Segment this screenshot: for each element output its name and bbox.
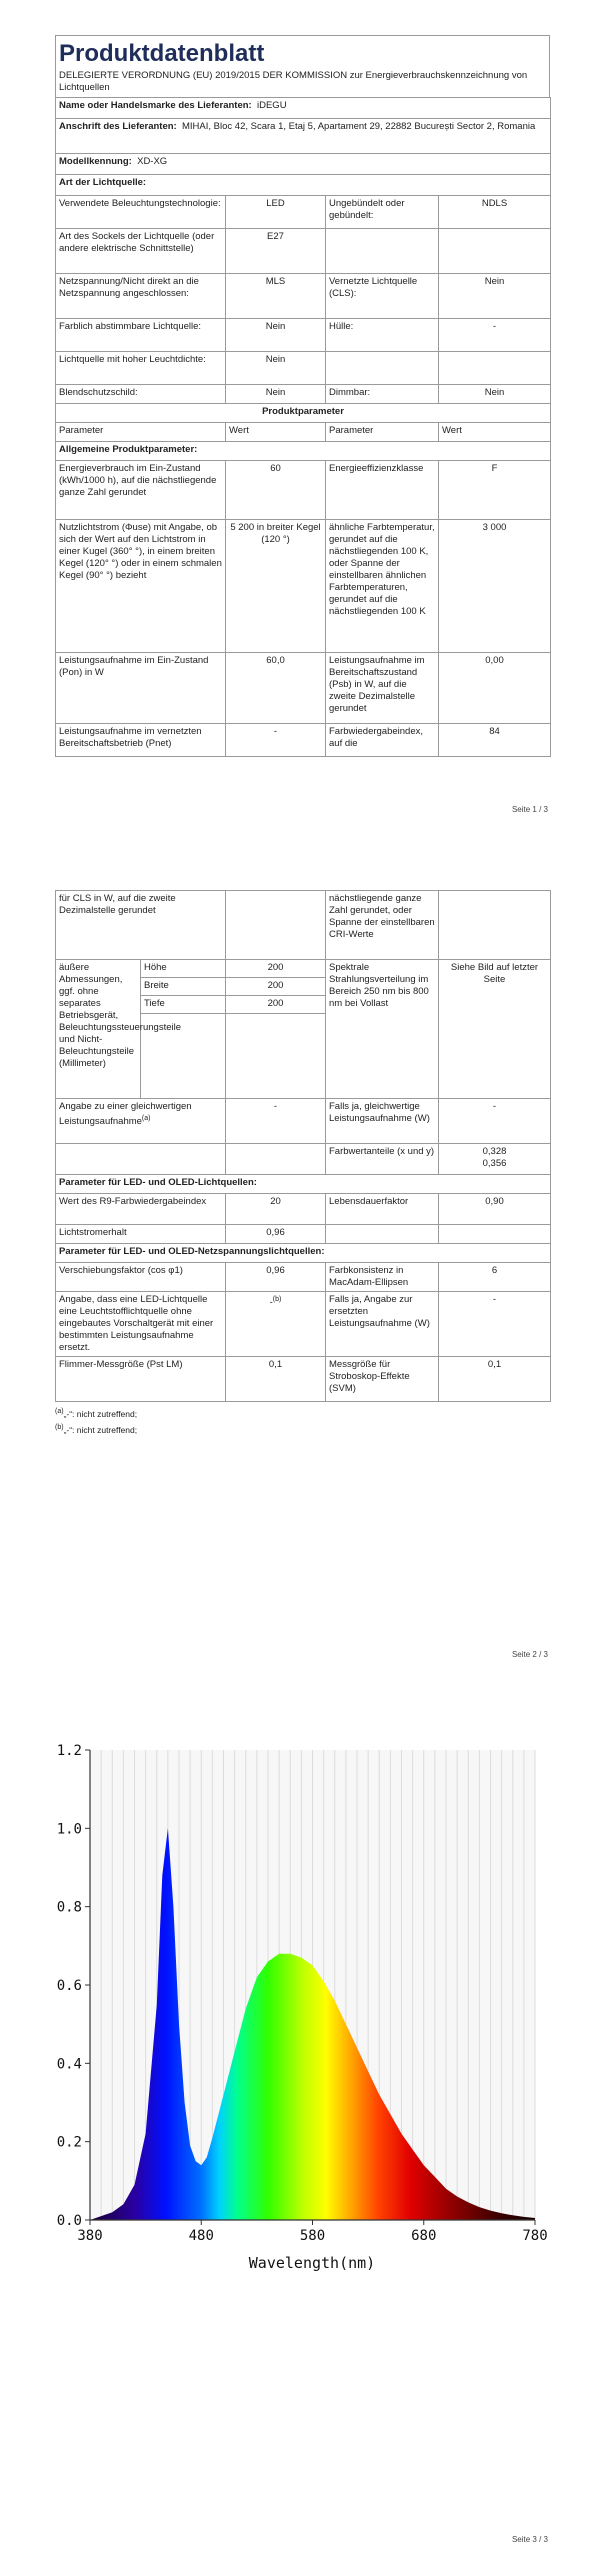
param-value bbox=[439, 229, 551, 274]
parameters-table-continued bbox=[55, 890, 551, 1402]
param-value: 60,0 bbox=[226, 653, 326, 724]
param-value: MLS bbox=[226, 274, 326, 319]
param-value: 20 bbox=[226, 1194, 326, 1225]
param-value: 0,96 bbox=[226, 1225, 326, 1244]
table-row bbox=[56, 1099, 551, 1144]
datasheet-page-1 bbox=[55, 35, 550, 757]
chroma-x: 0,328 bbox=[482, 1146, 507, 1157]
param-value: 6 bbox=[439, 1263, 551, 1292]
supplier-name-label: Name oder Handelsmarke des Lieferanten: bbox=[59, 100, 252, 111]
param-label: Hülle: bbox=[326, 319, 439, 352]
address-value: MIHAI, Bloc 42, Scara 1, Etaj 5, Apartament 29, 22882 București Sector 2, Romania bbox=[182, 121, 536, 132]
y-tick-label: 0.6 bbox=[56, 1978, 82, 1994]
equiv-label: Angabe zu einer gleichwertigen Leistungsaufnahme bbox=[59, 1101, 192, 1128]
footnote-ref: (b) bbox=[272, 1296, 282, 1303]
param-label: Farbkonsistenz in MacAdam-Ellipsen bbox=[326, 1263, 439, 1292]
param-label: Angabe, dass eine LED-Lichtquelle eine Leuchtstofflichtquelle ohne eingebautes Vorschaltgerät mit einer bestimmten Leistungsaufnahme ersetzt. bbox=[56, 1292, 226, 1357]
param-value: 3 000 bbox=[439, 520, 551, 653]
param-value bbox=[439, 1225, 551, 1244]
param-value: 0,1 bbox=[226, 1357, 326, 1402]
param-label: Messgröße für Stroboskop-Effekte (SVM) bbox=[326, 1357, 439, 1402]
x-tick-label: 680 bbox=[411, 2228, 437, 2244]
footnote-mark: (b) bbox=[55, 1423, 64, 1431]
param-value: 0,96 bbox=[226, 1263, 326, 1292]
param-label: Flimmer-Messgröße (Pst LM) bbox=[56, 1357, 226, 1402]
param-label: Wert des R9-Farbwiedergabeindex bbox=[56, 1194, 226, 1225]
spectral-label: Spektrale Strahlungsverteilung im Bereich 250 nm bis 800 nm bei Vollast bbox=[326, 960, 439, 1099]
column-header-row bbox=[56, 423, 551, 442]
column-header: Wert bbox=[439, 423, 551, 442]
dimension-value: 200 bbox=[226, 978, 326, 996]
y-tick-label: 0.2 bbox=[56, 2134, 82, 2151]
light-source-type-header: Art der Lichtquelle: bbox=[56, 175, 551, 196]
param-label: Dimmbar: bbox=[326, 385, 439, 404]
x-axis-label: Wavelength(nm) bbox=[248, 2254, 376, 2272]
page-number: Seite 3 / 3 bbox=[511, 2535, 548, 2544]
table-row bbox=[56, 229, 551, 274]
param-label: Netzspannung/Nicht direkt an die Netzspannung angeschlossen: bbox=[56, 274, 226, 319]
table-row bbox=[56, 653, 551, 724]
param-value: 84 bbox=[439, 724, 551, 757]
param-value: Nein bbox=[439, 274, 551, 319]
table-row bbox=[56, 1144, 551, 1175]
param-label: Lebensdauerfaktor bbox=[326, 1194, 439, 1225]
param-value: F bbox=[439, 461, 551, 520]
param-label: Energieverbrauch im Ein-Zustand (kWh/1000 h), auf die nächstliegende ganze Zahl gerundet bbox=[56, 461, 226, 520]
param-value: Nein bbox=[439, 385, 551, 404]
product-params-header: Produktparameter bbox=[56, 404, 551, 423]
param-label: Verwendete Beleuchtungstechnologie: bbox=[56, 196, 226, 229]
x-tick-label: 780 bbox=[522, 2228, 548, 2244]
table-row bbox=[56, 352, 551, 385]
param-value: 0,90 bbox=[439, 1194, 551, 1225]
table-row bbox=[56, 274, 551, 319]
y-tick-label: 0.0 bbox=[56, 2213, 82, 2229]
table-row bbox=[56, 960, 551, 978]
param-label: Falls ja, Angabe zur ersetzten Leistungsaufnahme (W) bbox=[326, 1292, 439, 1357]
param-value bbox=[439, 1144, 551, 1175]
param-label bbox=[326, 352, 439, 385]
footnote-text: „-“: nicht zutreffend; bbox=[63, 1424, 138, 1435]
param-label: Leistungsaufnahme im Bereitschaftszustand (Psb) in W, auf die zweite Dezimalstelle gerundet bbox=[326, 653, 439, 724]
param-label: Farbwertanteile (x und y) bbox=[326, 1144, 439, 1175]
param-value: 0,00 bbox=[439, 653, 551, 724]
address-row bbox=[56, 119, 551, 154]
claim-value: - bbox=[269, 1297, 273, 1309]
table-row bbox=[56, 1357, 551, 1402]
page-2 bbox=[0, 860, 603, 1680]
spectrum-chart-svg bbox=[45, 1735, 555, 2290]
param-value: 5 200 in breiter Kegel (120 °) bbox=[226, 520, 326, 653]
model-row bbox=[56, 154, 551, 175]
y-tick-label: 1.0 bbox=[56, 1821, 82, 1838]
param-value: E27 bbox=[226, 229, 326, 274]
dimension-spacer bbox=[226, 1014, 326, 1099]
dimension-name: Breite bbox=[141, 978, 226, 996]
param-label bbox=[56, 1099, 226, 1144]
param-label: Energieeffizienzklasse bbox=[326, 461, 439, 520]
table-row bbox=[56, 1194, 551, 1225]
regulation-text: DELEGIERTE VERORDNUNG (EU) 2019/2015 DER KOMMISSION zur Energieverbrauchskennzeichnung von Lichtquellen bbox=[59, 70, 528, 93]
param-label: Lichtquelle mit hoher Leuchtdichte: bbox=[56, 352, 226, 385]
param-value: - bbox=[439, 1099, 551, 1144]
param-label: Leistungsaufnahme im Ein-Zustand (Pon) in W bbox=[56, 653, 226, 724]
param-label: Ungebündelt oder gebündelt: bbox=[326, 196, 439, 229]
param-label: Farbwiedergabeindex, auf die bbox=[326, 724, 439, 757]
mains-params-header: Parameter für LED- und OLED-Netzspannungslichtquellen: bbox=[56, 1244, 551, 1263]
table-row bbox=[56, 1263, 551, 1292]
param-label: Farblich abstimmbare Lichtquelle: bbox=[56, 319, 226, 352]
model-value: XD-XG bbox=[137, 156, 168, 167]
spectral-value: Siehe Bild auf letzter Seite bbox=[439, 960, 551, 1099]
param-value bbox=[439, 891, 551, 960]
param-value: - bbox=[226, 1099, 326, 1144]
supplier-row bbox=[56, 98, 551, 119]
footnote-b bbox=[55, 1422, 550, 1436]
table-row bbox=[56, 1225, 551, 1244]
footnote-ref: (a) bbox=[141, 1115, 151, 1122]
table-row bbox=[56, 520, 551, 653]
address-label: Anschrift des Lieferanten: bbox=[59, 121, 177, 132]
table-row bbox=[56, 891, 551, 960]
table-row bbox=[56, 724, 551, 757]
table-row bbox=[56, 1292, 551, 1357]
param-value: NDLS bbox=[439, 196, 551, 229]
chroma-y: 0,356 bbox=[482, 1158, 507, 1169]
page-1 bbox=[0, 0, 603, 820]
param-value bbox=[439, 352, 551, 385]
model-label: Modellkennung: bbox=[59, 156, 132, 167]
footnote-mark: (a) bbox=[55, 1408, 64, 1415]
x-tick-label: 480 bbox=[188, 2228, 214, 2244]
dimensions-label: äußere Abmessungen, ggf. ohne separates Betriebsgerät, Beleuchtungssteuerungsteile und Nicht-Beleuchtungsteile (Millimeter) bbox=[56, 960, 141, 1099]
param-value: LED bbox=[226, 196, 326, 229]
param-value bbox=[226, 1144, 326, 1175]
footnote-text: „-“: nicht zutreffend; bbox=[63, 1408, 138, 1419]
column-header: Parameter bbox=[56, 423, 226, 442]
param-label: Lichtstromerhalt bbox=[56, 1225, 226, 1244]
param-label bbox=[326, 229, 439, 274]
param-label: Art des Sockels der Lichtquelle (oder andere elektrische Schnittstelle) bbox=[56, 229, 226, 274]
supplier-table bbox=[55, 97, 551, 757]
table-row bbox=[56, 385, 551, 404]
footnote-a bbox=[55, 1406, 550, 1420]
led-params-header: Parameter für LED- und OLED-Lichtquellen: bbox=[56, 1175, 551, 1194]
param-value: Nein bbox=[226, 352, 326, 385]
param-label: nächstliegende ganze Zahl gerundet, oder Spanne der einstellbaren CRI-Werte bbox=[326, 891, 439, 960]
x-tick-label: 580 bbox=[299, 2228, 326, 2244]
spectrum-chart bbox=[45, 1735, 555, 2290]
supplier-name-value: iDEGU bbox=[257, 100, 287, 111]
param-value: Nein bbox=[226, 385, 326, 404]
param-label: Vernetzte Lichtquelle (CLS): bbox=[326, 274, 439, 319]
table-row bbox=[56, 319, 551, 352]
param-value bbox=[226, 891, 326, 960]
column-header: Wert bbox=[226, 423, 326, 442]
param-value: - bbox=[439, 1292, 551, 1357]
param-label: Falls ja, gleichwertige Leistungsaufnahme (W) bbox=[326, 1099, 439, 1144]
param-value bbox=[226, 1292, 326, 1357]
x-tick-label: 380 bbox=[77, 2228, 103, 2244]
dimension-value: 200 bbox=[226, 996, 326, 1014]
param-value: - bbox=[226, 724, 326, 757]
table-row bbox=[56, 196, 551, 229]
general-params-header: Allgemeine Produktparameter: bbox=[56, 442, 551, 461]
y-tick-label: 0.8 bbox=[56, 1899, 82, 1916]
table-row bbox=[56, 461, 551, 520]
param-label: Blendschutzschild: bbox=[56, 385, 226, 404]
param-label: ähnliche Farbtemperatur, gerundet auf die nächstliegenden 100 K, oder Spanne der einstellbaren ähnlichen Farbtemperaturen, gerundet auf die nächstliegenden 100 K bbox=[326, 520, 439, 653]
column-header: Parameter bbox=[326, 423, 439, 442]
param-label: Verschiebungsfaktor (cos φ1) bbox=[56, 1263, 226, 1292]
y-tick-label: 0.4 bbox=[56, 2056, 82, 2073]
param-value: 0,1 bbox=[439, 1357, 551, 1402]
param-label bbox=[56, 1144, 226, 1175]
param-value: 60 bbox=[226, 461, 326, 520]
page-3 bbox=[0, 1715, 603, 2560]
page-title: Produktdatenblatt bbox=[59, 40, 265, 67]
datasheet-page-2 bbox=[55, 890, 550, 1436]
header-box bbox=[55, 35, 550, 97]
param-label: Leistungsaufnahme im vernetzten Bereitschaftsbetrieb (Pnet) bbox=[56, 724, 226, 757]
dimension-value: 200 bbox=[226, 960, 326, 978]
dimension-name: Höhe bbox=[141, 960, 226, 978]
page-number: Seite 2 / 3 bbox=[511, 1650, 548, 1659]
page-number: Seite 1 / 3 bbox=[511, 805, 548, 814]
dimension-name: Tiefe bbox=[141, 996, 226, 1014]
param-value: - bbox=[439, 319, 551, 352]
param-label: Nutzlichtstrom (Φuse) mit Angabe, ob sich der Wert auf den Lichtstrom in einer Kugel (360° °), in einem breiten Kegel (120° °) oder in einem schmalen Kegel (90° °) bezieht bbox=[56, 520, 226, 653]
param-label: für CLS in W, auf die zweite Dezimalstelle gerundet bbox=[56, 891, 226, 960]
y-tick-label: 1.2 bbox=[56, 1743, 82, 1759]
param-label bbox=[326, 1225, 439, 1244]
param-value: Nein bbox=[226, 319, 326, 352]
